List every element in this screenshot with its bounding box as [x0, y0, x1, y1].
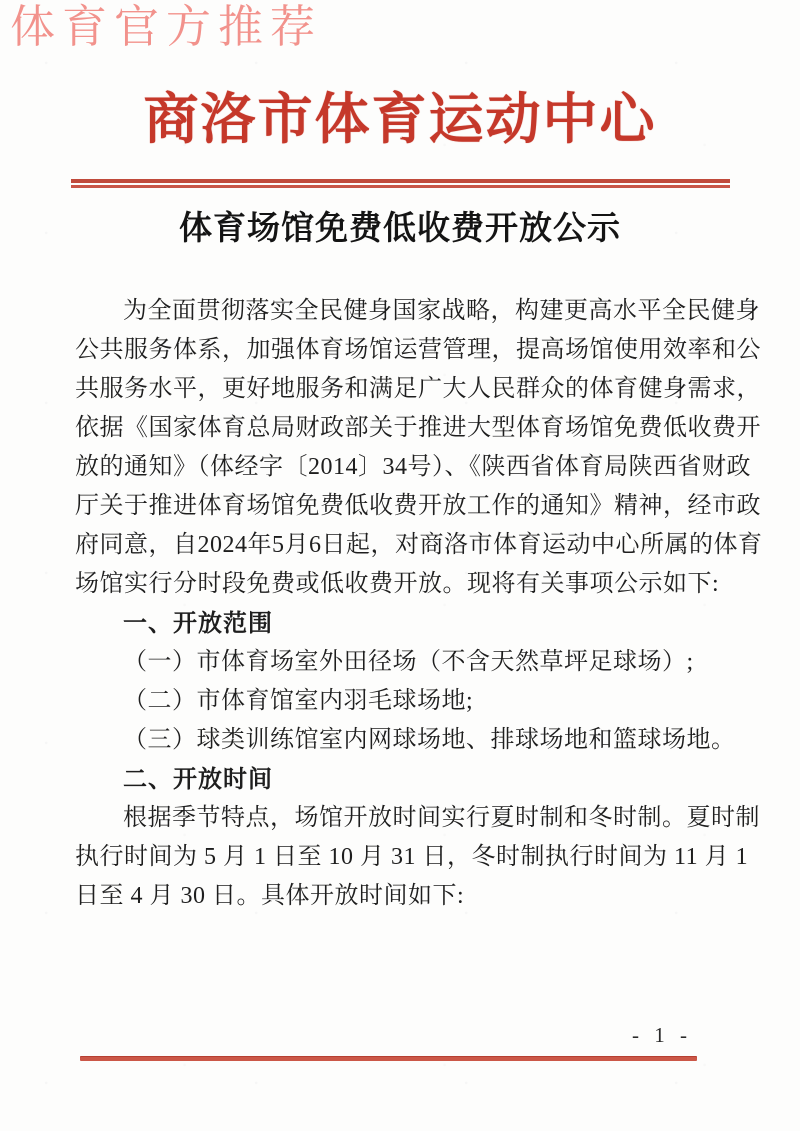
- body-line: 为全面贯彻落实全民健身国家战略，构建更高水平全民健身: [123, 298, 760, 324]
- letterhead-org-name: 商洛市体育运动中心: [143, 89, 657, 150]
- body-line: 放的通知》（体经字〔2014〕34号）、《陕西省体育局陕西省财政: [75, 454, 751, 480]
- body-line: 公共服务体系，加强体育场馆运营管理，提高场馆使用效率和公: [75, 337, 761, 363]
- body-line: 共服务水平，更好地服务和满足广大人民群众的体育健身需求，: [75, 376, 761, 402]
- page-number: - 1 -: [632, 1023, 692, 1047]
- watermark-text: 体育官方推荐: [10, 2, 323, 52]
- body-line: （三）球类训练馆室内网球场地、排球场地和篮球场地。: [123, 727, 736, 753]
- body-line: 场馆实行分时段免费或低收费开放。现将有关事项公示如下:: [75, 571, 720, 597]
- body-line: 厅关于推进体育场馆免费低收费开放工作的通知》精神，经市政: [75, 493, 761, 519]
- letterhead-double-rule: [71, 179, 730, 188]
- document-title: 体育场馆免费低收费开放公示: [179, 211, 621, 247]
- section-heading-scope: 一、开放范围: [123, 610, 273, 637]
- body-line: （一）市体育场室外田径场（不含天然草坪足球场）;: [123, 649, 694, 675]
- body-line: 根据季节特点，场馆开放时间实行夏时制和冬时制。夏时制: [123, 805, 760, 831]
- body-line: 执行时间为 5 月 1 日至 10 月 31 日，冬时制执行时间为 11 月 1: [75, 844, 749, 870]
- document-body: [75, 292, 763, 916]
- body-line: （二）市体育馆室内羽毛球场地;: [123, 688, 474, 714]
- body-line: 府同意，自2024年5月6日起，对商洛市体育运动中心所属的体育: [75, 532, 763, 558]
- footer-rule: [80, 1056, 697, 1061]
- body-line: 依据《国家体育总局财政部关于推进大型体育场馆免费低收费开: [75, 415, 761, 441]
- body-line: 日至 4 月 30 日。具体开放时间如下:: [75, 883, 465, 909]
- section-heading-hours: 二、开放时间: [123, 766, 273, 793]
